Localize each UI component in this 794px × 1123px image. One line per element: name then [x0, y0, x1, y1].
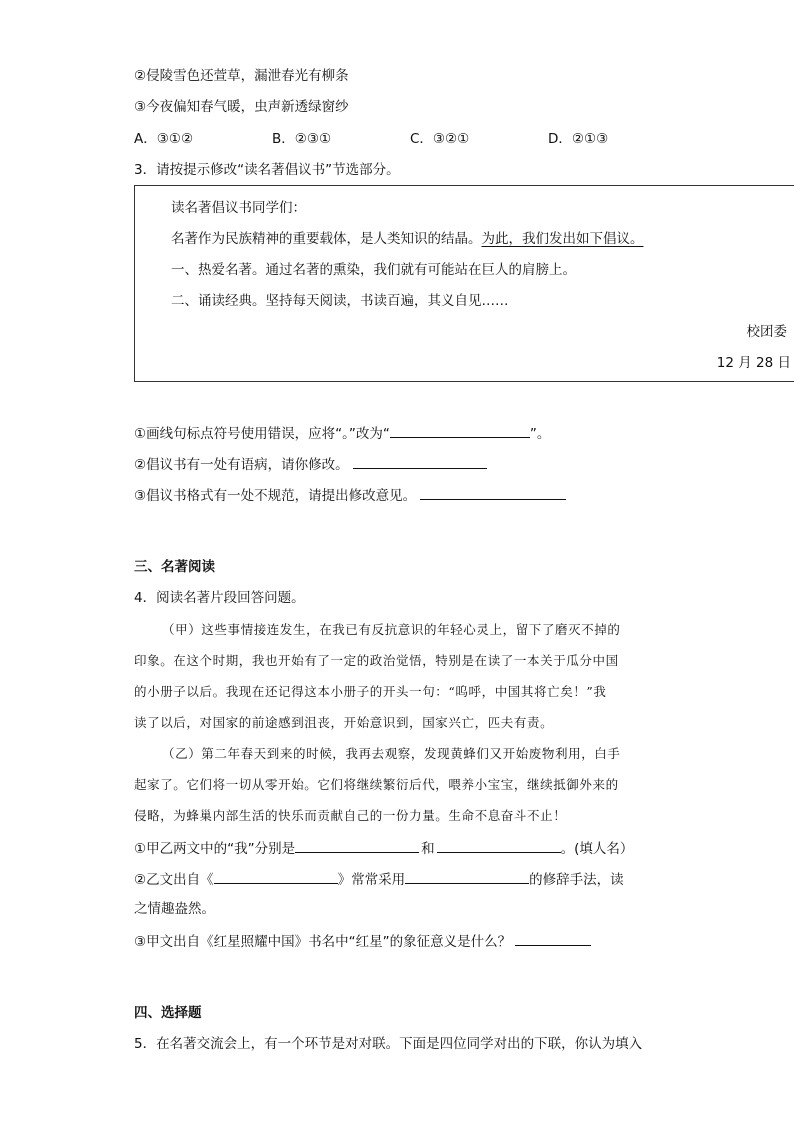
q2-line-3: ③今夜偏知春气暖，虫声新透绿窗纱 [134, 99, 349, 115]
q3-sub-3: ③倡议书格式有一处不规范，请提出修改意见。 [134, 484, 566, 506]
q2-line-2: ②侵陵雪色还萱草，漏泄春光有柳条 [134, 68, 349, 84]
excerpt-yi-line-3: 侵略，为蜂巢内部生活的快乐而贡献自己的一份力量。生命不息奋斗不止！ [134, 808, 567, 823]
option-a: A．③①② [134, 131, 194, 147]
q4-sub-2-continued: 之情趣盎然。 [134, 901, 215, 917]
answer-blank-grammar[interactable] [353, 453, 487, 469]
q3-prompt: 3．请按提示修改“读名著倡议书”节选部分。 [134, 162, 400, 178]
section-3-title: 三、名著阅读 [134, 559, 215, 575]
q4-prompt: 4．阅读名著片段回答问题。 [134, 590, 305, 606]
excerpt-jia-line-3: 的小册子以后。我现在还记得这本小册子的开头一句：“呜呼，中国其将亡矣！”我 [134, 684, 607, 699]
q4-sub-1: ①甲乙两文中的“我”分别是 和 。(填人名） [134, 837, 633, 859]
option-c: C．③②① [410, 131, 470, 147]
proposal-paragraph-3: 二、诵读经典。坚持每天阅读，书读百遍，其义自见…… [171, 293, 509, 309]
proposal-p1-text: 名著作为民族精神的重要载体，是人类知识的结晶。 [171, 231, 482, 247]
proposal-box [134, 185, 794, 382]
excerpt-jia-line-1: （甲）这些事情接连发生，在我已有反抗意识的年轻心灵上，留下了磨灭不掉的 [162, 622, 621, 637]
q3-sub-2: ②倡议书有一处有语病，请你修改。 [134, 453, 487, 475]
excerpt-yi-line-2: 起家了。它们将一切从零开始。它们将继续繁衍后代，喂养小宝宝，继续抵御外来的 [134, 777, 619, 792]
excerpt-yi-line-1: （乙）第二年春天到来的时候，我再去观察，发现黄蜂们又开始废物利用，白手 [162, 746, 621, 761]
q4-sub-2: ②乙文出自《 》常常采用 的修辞手法，读 [134, 868, 624, 890]
proposal-date: 12 月 28 日 [716, 355, 791, 371]
underlined-sentence: 为此，我们发出如下倡议。 [481, 231, 644, 247]
excerpt-jia-line-2: 印象。在这个时期，我也开始有了一定的政治觉悟，特别是在读了一本关于瓜分中国 [134, 653, 619, 668]
answer-blank-rhetoric[interactable] [405, 868, 529, 884]
proposal-signature: 校团委 [746, 324, 787, 340]
proposal-paragraph-1 [171, 229, 644, 249]
answer-blank-name-1[interactable] [295, 837, 419, 853]
answer-blank-format[interactable] [420, 484, 566, 500]
option-d: D．②①③ [548, 131, 609, 147]
q4-sub-3: ③甲文出自《红星照耀中国》书名中“红星”的象征意义是什么？ [134, 930, 591, 952]
excerpt-jia-line-4: 读了以后，对国家的前途感到沮丧，开始意识到，国家兴亡，匹夫有责。 [134, 715, 554, 730]
proposal-paragraph-2: 一、热爱名著。通过名著的熏染，我们就有可能站在巨人的肩膀上。 [171, 262, 576, 278]
answer-blank-punctuation[interactable] [390, 422, 530, 438]
q5-prompt: 5．在名著交流会上，有一个环节是对对联。下面是四位同学对出的下联，你认为填入 [134, 1036, 643, 1052]
proposal-greeting: 读名著倡议书同学们： [171, 200, 306, 216]
q3-sub-1: ①画线句标点符号使用错误，应将“。”改为“ ”。 [134, 422, 550, 444]
section-4-title: 四、选择题 [134, 1005, 202, 1021]
answer-blank-book[interactable] [214, 868, 338, 884]
answer-blank-name-2[interactable] [437, 837, 561, 853]
option-b: B．②③① [272, 131, 332, 147]
answer-blank-symbol[interactable] [515, 930, 591, 946]
